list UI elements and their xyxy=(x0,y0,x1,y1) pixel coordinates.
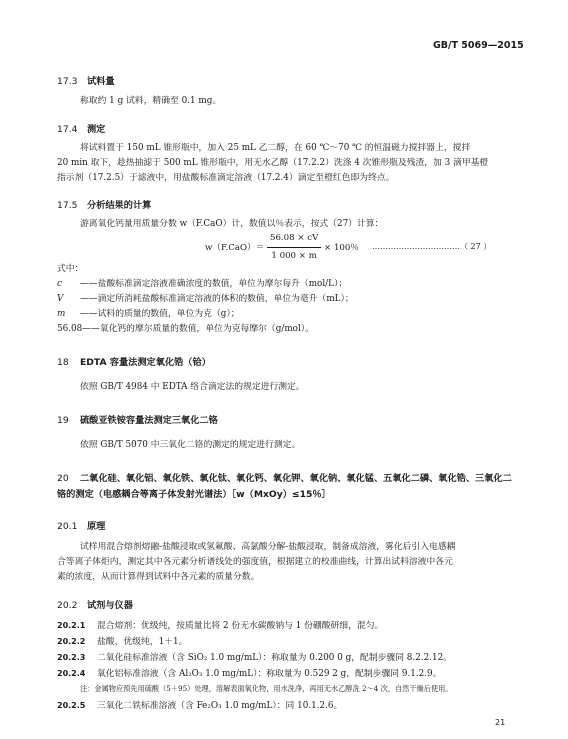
variable-row xyxy=(57,292,354,307)
variable-description: ——盐酸标准滴定溶液准确浓度的数值，单位为摩尔每升（mol/L）； xyxy=(80,279,348,289)
variable-symbol: m xyxy=(57,309,66,319)
item-text: 氧化铝标准溶液（含 Al₂O₃ 1.0 mg/mL）：称取量为 0.529 2 g，配制步骤同 9.1.2.9。 xyxy=(97,669,442,679)
section-number: 20.2 xyxy=(57,600,78,611)
item-number: 20.2.1 xyxy=(57,621,86,630)
formula-numerator: 56.08 × cV xyxy=(267,231,321,248)
variable-row xyxy=(57,277,347,292)
formula-lhs: w（F.CaO）＝ xyxy=(205,243,265,253)
section-title: 二氧化硅、氧化铝、氧化铁、氧化钛、氧化钙、氧化钾、氧化钠、氧化锰、五氧化二磷、氧化锆、三氧化二 xyxy=(80,473,512,484)
section-20-1-line: 素的浓度，从而计算得到试料中各元素的质量分数。 xyxy=(57,572,260,582)
section-title: 测定 xyxy=(87,124,106,135)
formula-27 xyxy=(205,231,359,264)
variable-row xyxy=(57,307,240,322)
section-17-4-line: 20 min 取下，趁热抽滤于 500 mL 锥形瓶中，用无水乙醇（17.2.2）洗涤 4 次锥形瓶及残渣，加 3 滴甲基橙 xyxy=(57,158,489,168)
variable-row xyxy=(57,322,314,337)
item-text: 盐酸，优级纯，1＋1。 xyxy=(97,637,188,647)
section-17-5-heading xyxy=(57,197,151,211)
section-20-heading-cont: 铬的测定（电感耦合等离子体发射光谱法）［w（MxOy）≤15％］ xyxy=(57,489,331,500)
item-number: 20.2.3 xyxy=(57,653,86,662)
page-number: 21 xyxy=(495,718,506,727)
variable-symbol: V xyxy=(57,294,64,304)
section-title: EDTA 容量法测定氧化锆（铪） xyxy=(80,357,211,368)
variable-description: ——试料的质量的数值，单位为克（g）； xyxy=(80,309,240,319)
where-label: 式中： xyxy=(57,264,84,274)
formula-fraction xyxy=(267,231,321,264)
note: 注：金属物应预先用硫酸（5＋95）处理，溶解表面氧化物，用水洗净，再用无水乙醇洗 2～4 次，自然干燥后使用。 xyxy=(80,684,453,693)
section-title: 试剂与仪器 xyxy=(87,600,133,611)
formula-denominator: 1 000 × m xyxy=(271,251,317,261)
section-19-text: 依照 GB/T 5070 中三氧化二铬的测定的规定进行测定。 xyxy=(80,440,301,450)
section-17-4-line: 指示剂（17.2.5）于滤液中，用盐酸标准滴定溶液（17.2.4）滴定至橙红色即为终点。 xyxy=(57,173,395,183)
item-number: 20.2.2 xyxy=(57,637,86,646)
standard-header: GB/T 5069—2015 xyxy=(433,40,524,51)
variable-symbol: 56.08 xyxy=(57,324,83,334)
section-20-1-line: 合等离子体炬内，测定其中各元素分析谱线处的强度值，根据建立的校准曲线，计算出试料溶液中各元 xyxy=(57,557,453,567)
section-18-heading xyxy=(57,354,211,368)
reagent-item xyxy=(57,666,441,682)
section-number: 17.5 xyxy=(57,200,78,211)
section-17-3-text: 称取约 1 g 试料，精确至 0.1 mg。 xyxy=(80,96,222,106)
formula-tail: × 100％ xyxy=(324,243,359,253)
section-20-2-heading xyxy=(57,597,133,611)
section-20-1-heading xyxy=(57,518,105,532)
section-number: 20 xyxy=(57,473,69,484)
formula-ref: ……………………………（ 27 ） xyxy=(372,242,492,251)
section-number: 18 xyxy=(57,357,69,368)
item-number: 20.2.5 xyxy=(57,701,86,710)
section-number: 17.3 xyxy=(57,76,78,87)
reagent-item xyxy=(57,650,452,666)
reagent-item xyxy=(57,634,187,650)
section-title: 分析结果的计算 xyxy=(87,200,152,211)
section-17-3-heading xyxy=(57,73,115,87)
item-text: 混合熔剂：优级纯，按质量比将 2 份无水碳酸钠与 1 份硼酸研细，混匀。 xyxy=(97,621,384,631)
section-number: 19 xyxy=(57,415,69,426)
section-title: 试料量 xyxy=(87,76,115,87)
section-17-5-intro: 游离氧化钙量用质量分数 w（F.CaO）计，数值以％表示，按式（27）计算： xyxy=(80,219,384,229)
variable-symbol: c xyxy=(57,279,62,289)
section-number: 17.4 xyxy=(57,124,78,135)
item-text: 三氧化二铁标准溶液（含 Fe₂O₃ 1.0 mg/mL）：同 10.1.2.6。 xyxy=(97,701,343,711)
reagent-item xyxy=(57,698,342,714)
item-number: 20.2.4 xyxy=(57,669,86,678)
reagent-item xyxy=(57,618,383,634)
variable-description: ——氧化钙的摩尔质量的数值，单位为克每摩尔（g/mol）。 xyxy=(82,324,314,334)
section-17-4-line: 将试料置于 150 mL 锥形瓶中，加入 25 mL 乙二醇，在 60 ℃～70 ℃ 的恒温磁力搅拌器上，搅拌 xyxy=(80,143,471,153)
variable-description: ——滴定所消耗盐酸标准滴定溶液的体积的数值，单位为毫升（mL）； xyxy=(80,294,354,304)
section-title: 原理 xyxy=(87,521,106,532)
section-number: 20.1 xyxy=(57,521,78,532)
section-17-4-heading xyxy=(57,121,105,135)
item-text: 二氧化硅标准溶液（含 SiO₂ 1.0 mg/mL）：称取量为 0.200 0 g，配制步骤同 8.2.2.12。 xyxy=(97,653,452,663)
section-18-text: 依照 GB/T 4984 中 EDTA 络合滴定法的规定进行测定。 xyxy=(80,382,305,392)
section-title: 硫酸亚铁铵容量法测定三氧化二铬 xyxy=(80,415,218,426)
section-20-heading xyxy=(57,470,512,484)
section-19-heading xyxy=(57,412,218,426)
section-20-1-line: 试样用混合熔剂熔融-盐酸浸取或氢氟酸、高氯酸分解-盐酸浸取，制备成溶液，雾化后引入电感耦 xyxy=(80,542,456,552)
